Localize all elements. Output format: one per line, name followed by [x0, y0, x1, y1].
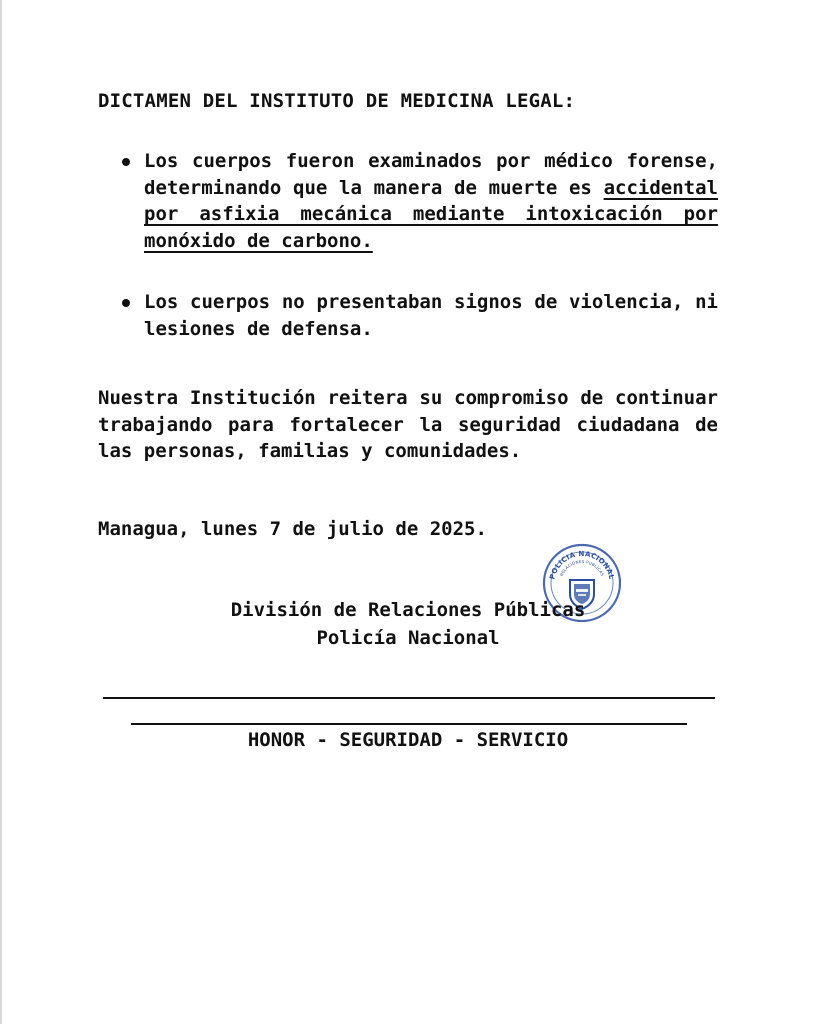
- divider-line-bottom: [131, 723, 687, 725]
- finding-item-no-violence: [118, 289, 718, 342]
- signature-institution: Policía Nacional: [316, 627, 500, 649]
- divider-line-top: [103, 697, 715, 699]
- document-heading: DICTAMEN DEL INSTITUTO DE MEDICINA LEGAL:: [98, 90, 576, 112]
- seal-text-top: POLICIA NACIONAL: [548, 549, 616, 581]
- signature-block: [98, 596, 718, 652]
- signature-division: División de Relaciones Públicas: [230, 599, 586, 621]
- motto: HONOR - SEGURIDAD - SERVICIO: [247, 729, 569, 751]
- dateline: Managua, lunes 7 de julio de 2025.: [98, 518, 487, 540]
- finding-text: Los cuerpos fueron examinados por médico forense, determinando que la manera de muerte es: [144, 150, 718, 199]
- commitment-paragraph: Nuestra Institución reitera su compromiso de continuar trabajando para fortalecer la seguridad ciudadana de las personas, familias y comunidades.: [98, 387, 718, 462]
- finding-text: Los cuerpos no presentaban signos de violencia, ni lesiones de defensa.: [144, 291, 718, 340]
- finding-underlined-text: accidental por asfixia mecánica mediante intoxicación por monóxido de carbono.: [144, 176, 718, 252]
- bullet-icon: [122, 299, 130, 307]
- finding-item-cause-of-death: [118, 148, 718, 254]
- findings-list: [118, 148, 718, 342]
- seal-text-inner: RELACIONES PUBLICAS: [558, 558, 606, 577]
- bullet-icon: [122, 158, 130, 166]
